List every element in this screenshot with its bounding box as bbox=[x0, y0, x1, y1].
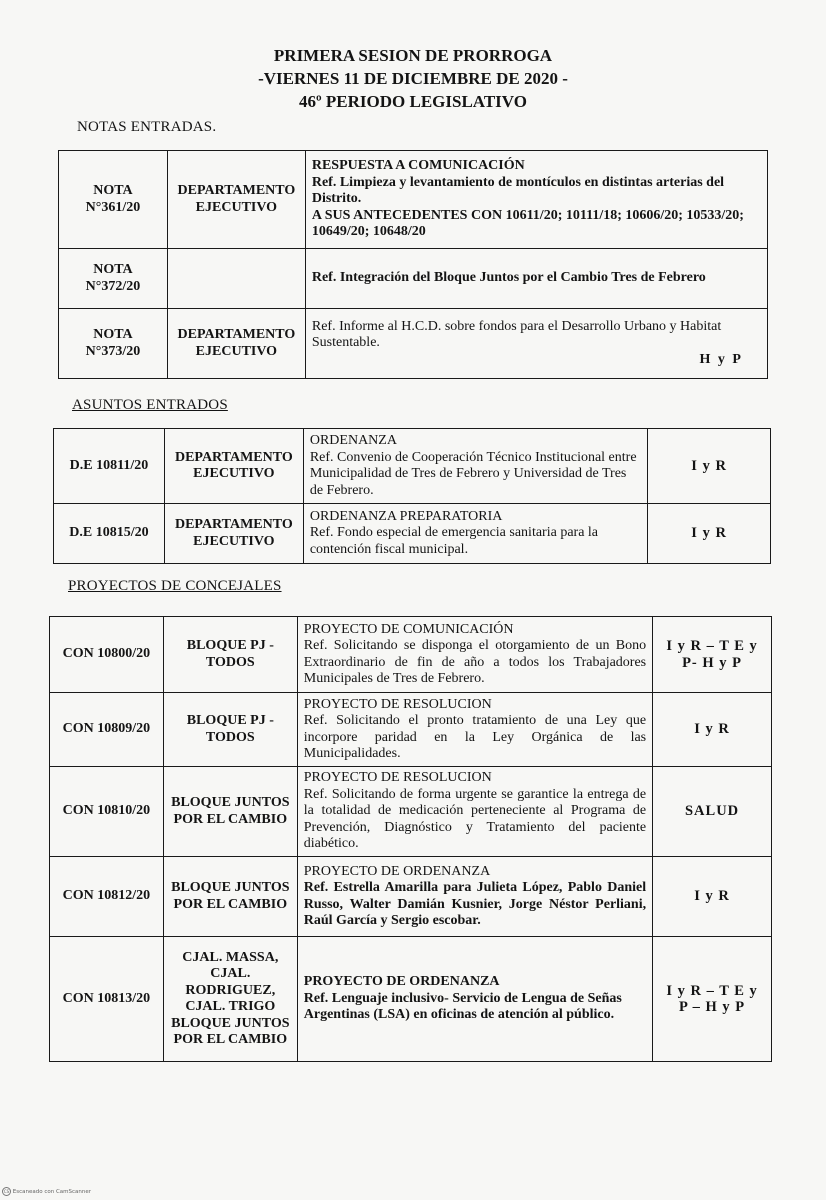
table-row bbox=[50, 767, 772, 857]
proyecto-description bbox=[297, 693, 652, 767]
nota-ref: Ref. Limpieza y levantamiento de montículos en distintas arterias del Distrito. bbox=[311, 174, 725, 207]
proyecto-commission: I y R – T E y P- H y P bbox=[653, 617, 772, 693]
notas-table bbox=[58, 150, 768, 379]
table-row bbox=[50, 693, 772, 767]
asunto-number: D.E 10811/20 bbox=[54, 429, 165, 504]
nota-description bbox=[305, 151, 767, 249]
asunto-origin: DEPARTAMENTO EJECUTIVO bbox=[164, 504, 303, 564]
proyecto-origin: BLOQUE JUNTOS POR EL CAMBIO bbox=[163, 857, 297, 937]
table-row bbox=[59, 249, 768, 309]
nota-heading: RESPUESTA A COMUNICACIÓN bbox=[311, 158, 525, 174]
proyecto-description bbox=[297, 617, 652, 693]
proyecto-origin: CJAL. MASSA, CJAL. RODRIGUEZ, CJAL. TRIGO BLOQUE JUNTOS POR EL CAMBIO bbox=[163, 937, 297, 1062]
table-row bbox=[59, 309, 768, 379]
proyecto-commission: I y R bbox=[653, 857, 772, 937]
proyecto-heading: PROYECTO DE RESOLUCION bbox=[303, 770, 492, 786]
proyecto-description bbox=[297, 767, 652, 857]
proyecto-origin: BLOQUE JUNTOS POR EL CAMBIO bbox=[163, 767, 297, 857]
proyecto-number: CON 10800/20 bbox=[50, 617, 164, 693]
nota-origin bbox=[167, 249, 305, 309]
asunto-commission: I y R bbox=[648, 504, 771, 564]
header-line-3: 46º PERIODO LEGISLATIVO bbox=[299, 92, 527, 111]
proyecto-description bbox=[297, 857, 652, 937]
proyecto-ref: Ref. Estrella Amarilla para Julieta López, Pablo Daniel Russo, Walter Damián Kusnier, Jorge Néstor Perliani, Raúl García y Sergio escobar. bbox=[303, 880, 647, 928]
nota-number: NOTA N°373/20 bbox=[59, 309, 168, 379]
proyecto-ref: Ref. Solicitando el pronto tratamiento de una Ley que incorpore paridad en la Ley Orgánica de las Municipalidades. bbox=[303, 713, 647, 761]
proyecto-commission: SALUD bbox=[653, 767, 772, 857]
notas-section-label: NOTAS ENTRADAS. bbox=[77, 119, 217, 135]
scanner-stamp bbox=[2, 1187, 91, 1196]
scanner-stamp-text: Escaneado con CamScanner bbox=[12, 1189, 92, 1195]
asunto-origin: DEPARTAMENTO EJECUTIVO bbox=[164, 429, 303, 504]
proyecto-heading: PROYECTO DE ORDENANZA bbox=[303, 974, 500, 990]
proyecto-number: CON 10809/20 bbox=[50, 693, 164, 767]
nota-number: NOTA N°372/20 bbox=[59, 249, 168, 309]
asunto-number: D.E 10815/20 bbox=[54, 504, 165, 564]
asuntos-table bbox=[53, 428, 771, 564]
header-line-2: -VIERNES 11 DE DICIEMBRE DE 2020 - bbox=[258, 69, 568, 88]
nota-number: NOTA N°361/20 bbox=[59, 151, 168, 249]
proyecto-number: CON 10812/20 bbox=[50, 857, 164, 937]
asunto-heading: ORDENANZA PREPARATORIA bbox=[309, 508, 503, 524]
nota-commission-tag: H y P bbox=[699, 351, 743, 367]
proyectos-table bbox=[49, 616, 772, 1062]
asunto-ref: Ref. Convenio de Cooperación Técnico Institucional entre Municipalidad de Tres de Febrero y Universidad de Tres de Febrero. bbox=[309, 449, 637, 498]
proyecto-heading: PROYECTO DE RESOLUCION bbox=[303, 696, 492, 712]
nota-ref: Ref. Integración del Bloque Juntos por el Cambio Tres de Febrero bbox=[311, 270, 706, 286]
proyecto-heading: PROYECTO DE COMUNICACIÓN bbox=[303, 621, 514, 637]
asunto-heading: ORDENANZA bbox=[309, 433, 397, 448]
asunto-ref: Ref. Fondo especial de emergencia sanitaria para la contención fiscal municipal. bbox=[309, 525, 599, 557]
header-line-1: PRIMERA SESION DE PRORROGA bbox=[273, 46, 553, 65]
table-row bbox=[50, 857, 772, 937]
nota-ref: Ref. Informe al H.C.D. sobre fondos para el Desarrollo Urbano y Habitat Sustentable. bbox=[311, 318, 722, 351]
proyecto-number: CON 10810/20 bbox=[50, 767, 164, 857]
asunto-commission: I y R bbox=[648, 429, 771, 504]
proyecto-ref: Ref. Lenguaje inclusivo- Servicio de Lengua de Señas Argentinas (LSA) en oficinas de atención al público. bbox=[303, 990, 622, 1023]
nota-origin: DEPARTAMENTO EJECUTIVO bbox=[167, 151, 305, 249]
proyecto-ref: Ref. Solicitando se disponga el otorgamiento de un Bono Extraordinario de fin de año a todos los Trabajadores Municipales de Tres de Febrero. bbox=[303, 638, 647, 686]
asunto-description bbox=[303, 504, 647, 564]
nota-description bbox=[305, 249, 767, 309]
proyectos-section-label: PROYECTOS DE CONCEJALES bbox=[68, 578, 282, 594]
proyecto-description bbox=[297, 937, 652, 1062]
nota-origin: DEPARTAMENTO EJECUTIVO bbox=[167, 309, 305, 379]
proyecto-origin: BLOQUE PJ - TODOS bbox=[163, 693, 297, 767]
proyecto-ref: Ref. Solicitando de forma urgente se garantice la entrega de la totalidad de medicación perteneciente al Programa de Prevención, Diagnóstico y Tratamiento del paciente diabético. bbox=[303, 786, 647, 852]
asunto-description bbox=[303, 429, 647, 504]
table-row bbox=[54, 504, 771, 564]
nota-description bbox=[305, 309, 767, 379]
table-row bbox=[59, 151, 768, 249]
proyecto-number: CON 10813/20 bbox=[50, 937, 164, 1062]
asuntos-section-label: ASUNTOS ENTRADOS bbox=[72, 397, 228, 413]
nota-extra: A SUS ANTECEDENTES CON 10611/20; 10111/18; 10606/20; 10533/20; 10649/20; 10648/20 bbox=[311, 207, 744, 240]
proyecto-origin: BLOQUE PJ - TODOS bbox=[163, 617, 297, 693]
table-row bbox=[50, 937, 772, 1062]
proyecto-heading: PROYECTO DE ORDENANZA bbox=[303, 863, 491, 879]
proyecto-commission: I y R – T E y P – H y P bbox=[653, 937, 772, 1062]
proyecto-commission: I y R bbox=[653, 693, 772, 767]
table-row bbox=[54, 429, 771, 504]
camscanner-icon: CS bbox=[3, 1189, 10, 1194]
table-row bbox=[50, 617, 772, 693]
